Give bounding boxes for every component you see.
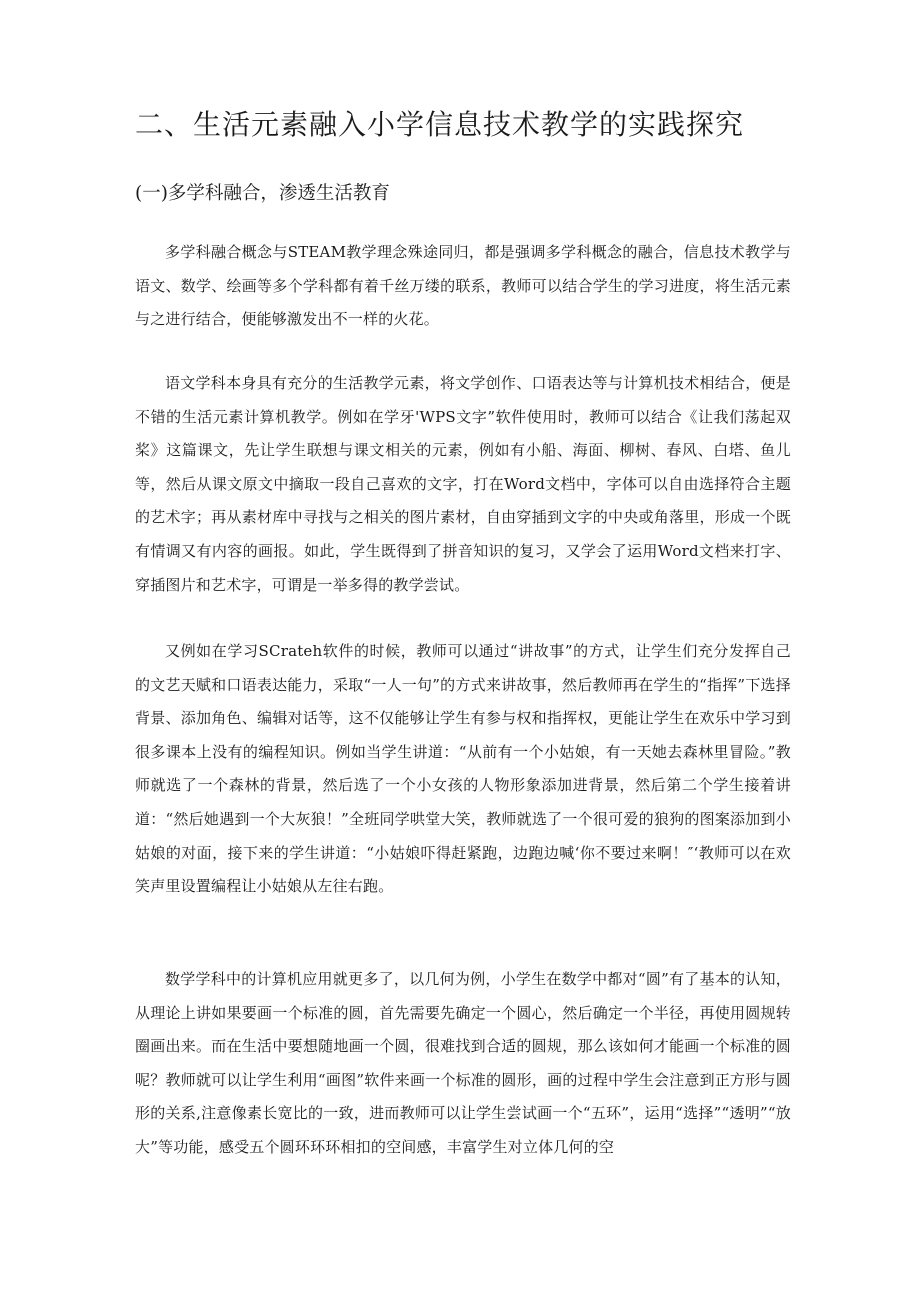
subsection-title: (一)多学科融合，渗透生活教育 (135, 183, 390, 204)
paragraph-chinese-wps: 语文学科本身具有充分的生活教学元素，将文学创作、口语表达等与计算机技术相结合，便是不错的生活元素计算机教学。例如在学牙'WPS文字”软件使用时，教师可以结合《让我们荡起双桨》这篇课文，先让学生联想与课文相关的元素，例如有小船、海面、柳树、春风、白塔、鱼儿等，然后从课文原文中摘取一段自己喜欢的文字，打在Word文档中，字体可以自由选择符合主题的艺术字；再从素材库中寻找与之相关的图片素材，自由穿插到文字的中央或角落里，形成一个既有情调又有内容的画报。如此，学生既得到了拼音知识的复习，又学会了运用Word文档来打字、穿插图片和艺术字，可谓是一举多得的教学尝试。 (135, 374, 791, 594)
paragraph-scratch: 又例如在学习SCrateh软件的时候，教师可以通过“讲故事”的方式，让学生们充分发挥自己的文艺天赋和口语表达能力，采取“一人一句”的方式来讲故事，然后教师再在学生的“指挥”下选择背景、添加角色、编辑对话等，这不仅能够让学生有参与权和指挥权，更能让学生在欢乐中学习到很多课本上没有的编程知识。例如当学生讲道：“从前有一个小姑娘，有一天她去森林里冒险。”教师就选了一个森林的背景，然后选了一个小女孩的人物形象添加进背景，然后第二个学生接着讲道：“然后她遇到一个大灰狼！”全班同学哄堂大笑，教师就选了一个很可爱的狼狗的图案添加到小姑娘的对面，接下来的学生讲道：“小姑娘吓得赶紧跑，边跑边喊‘你不要过来啊！″‘教师可以在欢笑声里设置编程让小姑娘从左往右跑。 (135, 642, 791, 896)
section-title: 二、生活元素融入小学信息技术教学的实践探究 (135, 108, 745, 141)
paragraph-math-circle: 数学学科中的计算机应用就更多了，以几何为例，小学生在数学中都对“圆”有了基本的认知，从理论上讲如果要画一个标准的圆，首先需要先确定一个圆心，然后确定一个半径，再使用圆规转圈画出来。而在生活中要想随地画一个圆，很难找到合适的圆规，那么该如何才能画一个标准的圆呢？教师就可以让学生利用“画图”软件来画一个标准的圆形，画的过程中学生会注意到正方形与圆形的关系,注意像素长宽比的一致，进而教师可以让学生尝试画一个“五环”，运用“选择”“透明”“放大”等功能，感受五个圆环环环相扣的空间感，丰富学生对立体几何的空 (135, 970, 791, 1156)
paragraph-steam: 多学科融合概念与STEAM教学理念殊途同归，都是强调多学科概念的融合，信息技术教学与语文、数学、绘画等多个学科都有着千丝万缕的联系，教师可以结合学生的学习进度，将生活元素与之进行结合，便能够激发出不一样的火花。 (135, 243, 791, 329)
